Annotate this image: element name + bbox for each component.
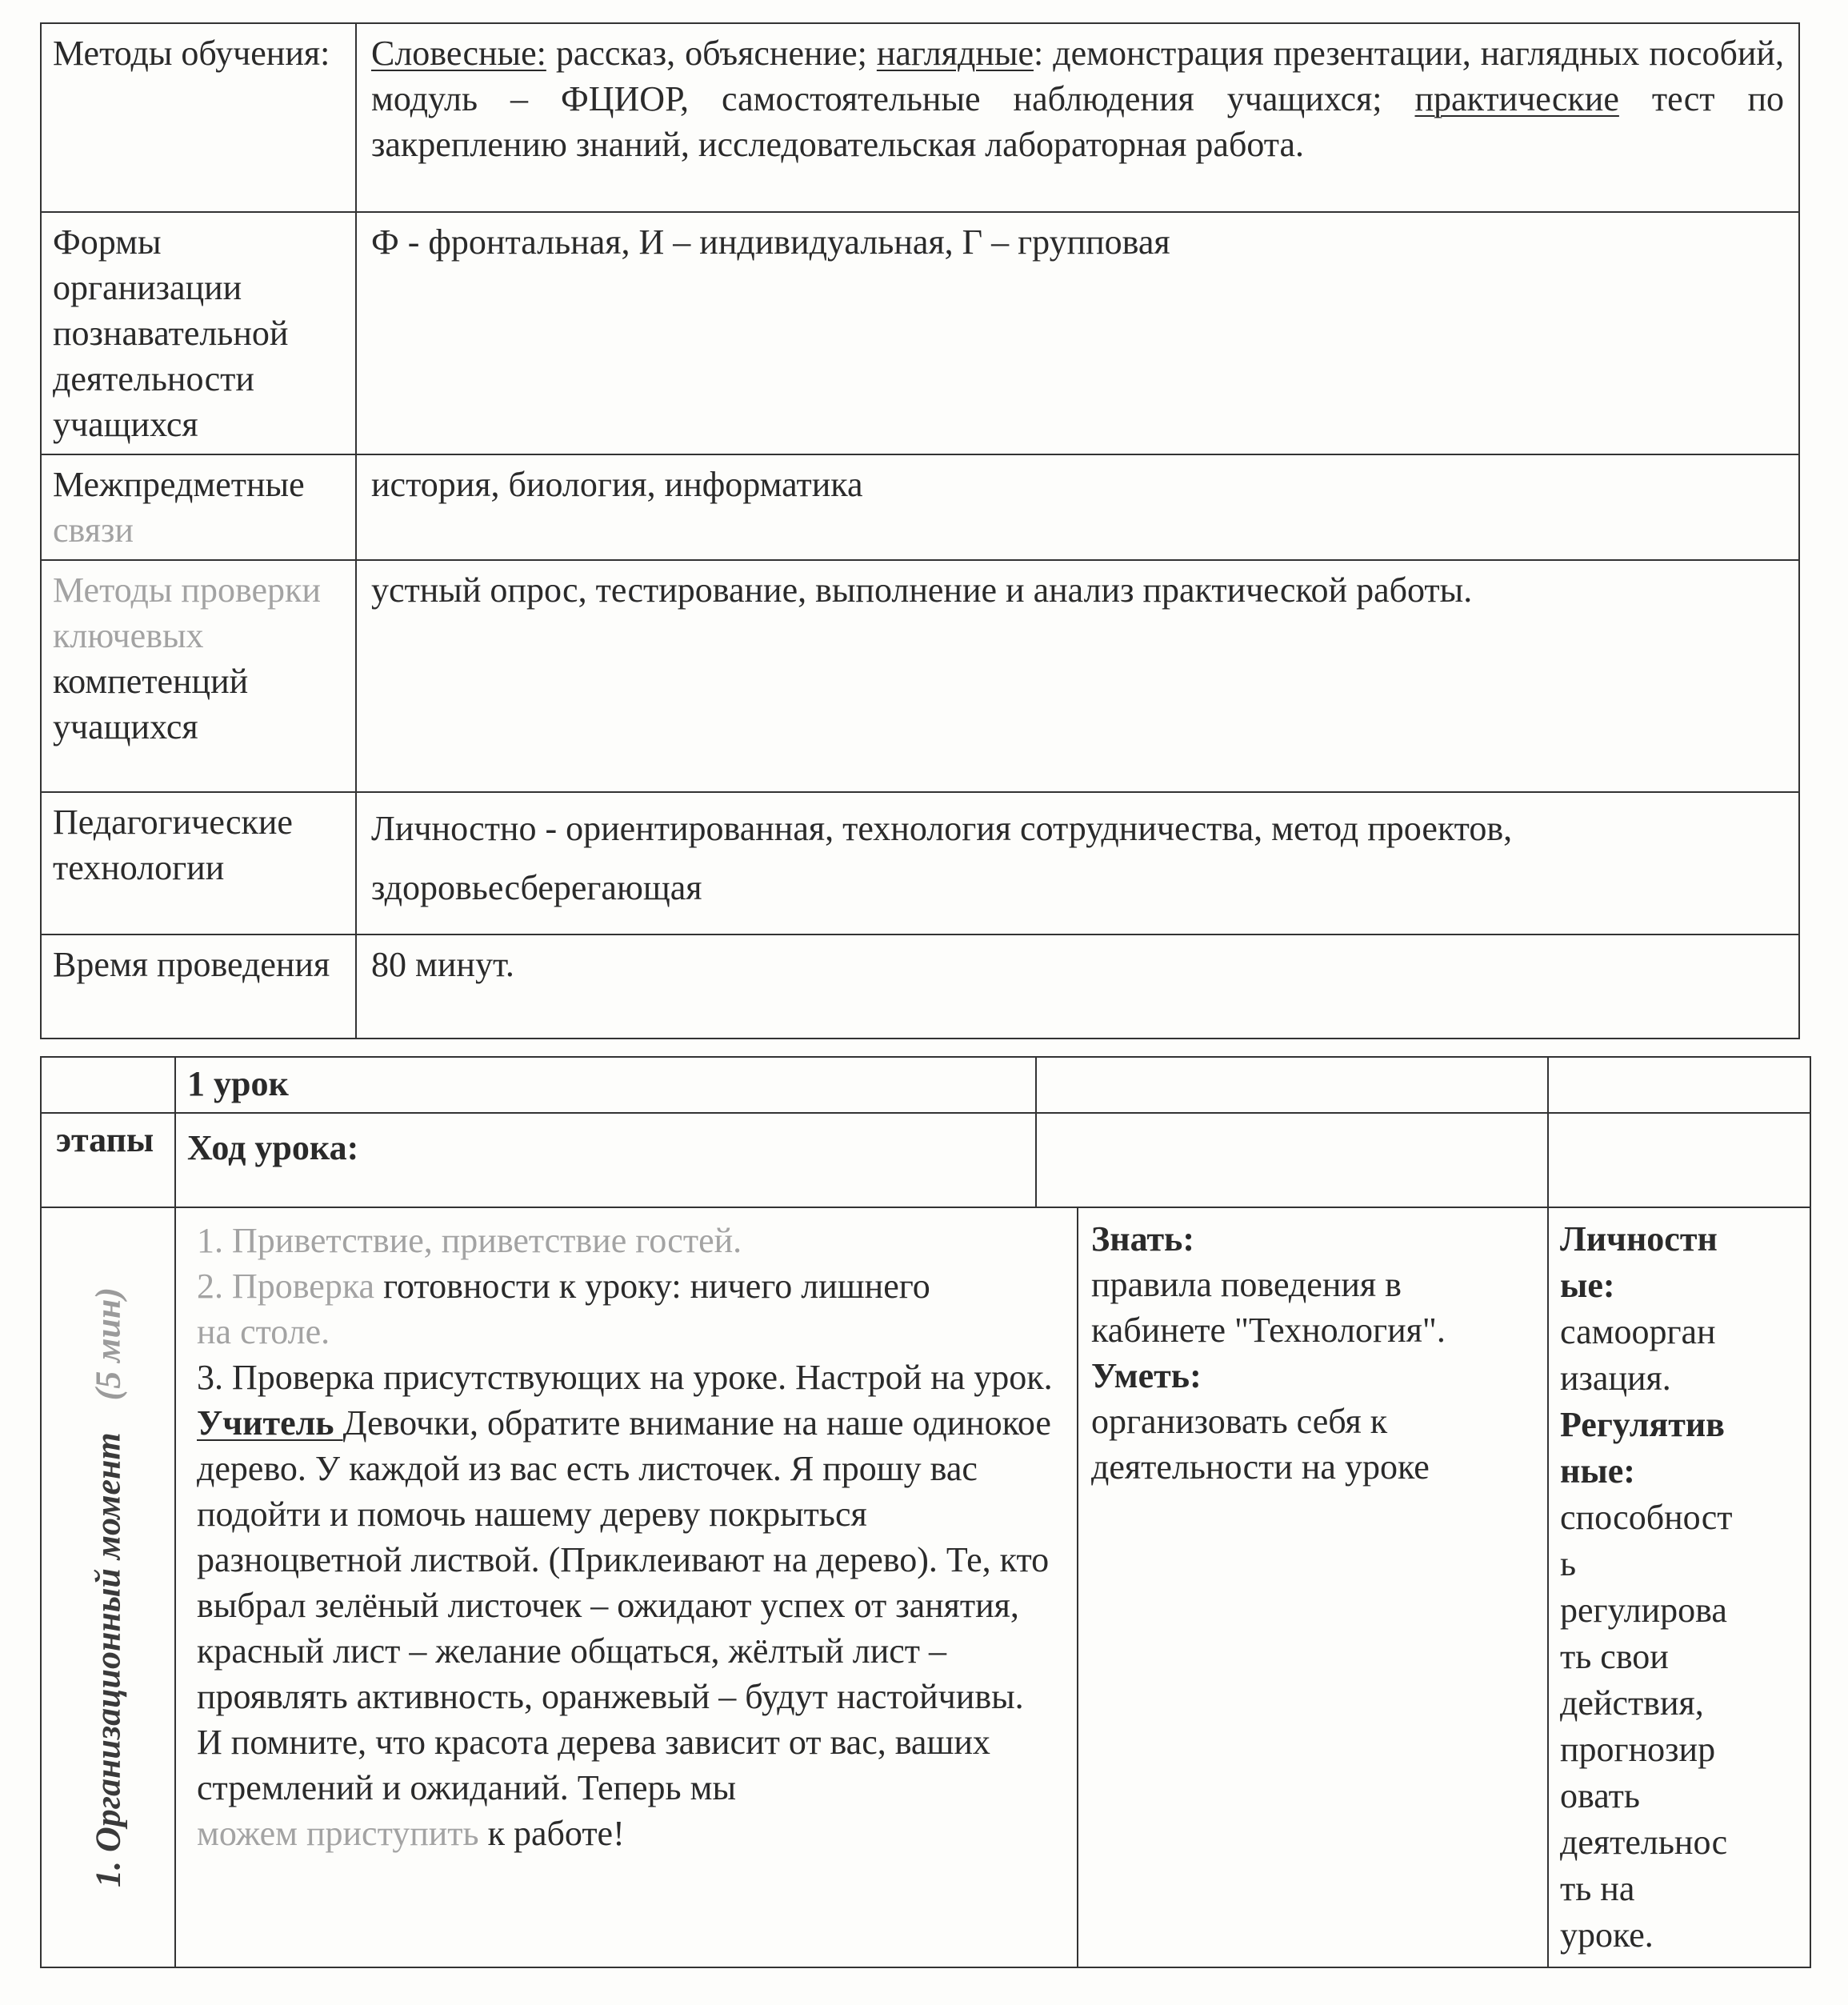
empty-cell	[1548, 1057, 1810, 1113]
course-header	[175, 1113, 1036, 1207]
empty-cell	[1036, 1057, 1548, 1113]
table-row	[41, 454, 1799, 560]
row-label	[41, 212, 356, 454]
teacher-text: Девочки, обратите внимание на наше одинокое дерево. У каждой из вас есть листочек. Я прошу вас подойти и помочь нашему дереву покрыться разноцветной листвой. (Приклеивают на дерево). Те, кто выбрал зелёный листочек – ожидают успех от занятия, красный лист – желание общаться, жёлтый лист – проявлять активность, оранжевый – будут настойчивы. И помните, что красота дерева зависит от вас, ваших стремлений и ожиданий. Теперь мы	[197, 1403, 1051, 1807]
table-row	[41, 23, 1799, 212]
regulatory-label: ные:	[1560, 1451, 1635, 1491]
practical-label: практические	[1414, 79, 1619, 118]
regulatory-line: способност	[1560, 1498, 1733, 1537]
regulatory-line: прогнозир	[1560, 1730, 1716, 1769]
row-label	[41, 454, 356, 560]
verbal-label: Словесные:	[371, 34, 546, 73]
course-item: 1. Приветствие, приветствие гостей.	[197, 1221, 742, 1260]
course-item-faded: 2. Проверка	[197, 1267, 375, 1306]
lesson-info-table	[40, 22, 1800, 1039]
regulatory-line: регулирова	[1560, 1591, 1727, 1630]
lesson-plan-table	[40, 1056, 1811, 1968]
technologies-line: здоровьесберегающая	[371, 868, 702, 907]
lesson-title	[175, 1057, 1036, 1113]
course-item: 3. Проверка присутствующих на уроке. Настрой на урок.	[197, 1358, 1053, 1397]
assessment-text: устный опрос, тестирование, выполнение и анализ практической работы.	[371, 570, 1473, 610]
teacher-label: Учитель	[197, 1403, 343, 1443]
practical-text: тест по закреплению знаний, исследовательская лабораторная работа.	[371, 79, 1784, 164]
assessment-label: компетенций учащихся	[53, 662, 249, 746]
row-label	[41, 792, 356, 934]
table-row	[41, 1113, 1810, 1207]
stages-header	[41, 1113, 175, 1207]
empty-cell	[1548, 1113, 1810, 1207]
methods-label: Методы обучения:	[53, 34, 330, 73]
interdisciplinary-value	[356, 454, 1799, 560]
duration-text: 80 минут.	[371, 945, 514, 984]
table-row	[41, 1207, 1810, 1967]
regulatory-line: ь	[1560, 1544, 1577, 1583]
table-row	[41, 560, 1799, 792]
stage-time: (5 мин)	[88, 1287, 128, 1401]
teacher-paragraph-end	[197, 1811, 1058, 1856]
regulatory-line: овать	[1560, 1776, 1640, 1815]
assessment-label-faded: Методы проверки ключевых	[53, 570, 321, 655]
assessment-value	[356, 560, 1799, 792]
know-text: правила поведения в кабинете "Технология".	[1091, 1265, 1446, 1350]
stages-header-text: этапы	[56, 1120, 154, 1159]
methods-value	[356, 23, 1799, 212]
course-item	[197, 1263, 1058, 1309]
can-label: Уметь:	[1091, 1356, 1202, 1395]
forms-label: Формы организации познавательной деятельности учащихся	[53, 222, 289, 444]
technologies-line: Личностно - ориентированная, технология сотрудничества, метод проектов,	[371, 809, 1513, 848]
interdisciplinary-label: Межпредметные	[53, 465, 305, 504]
course-content	[175, 1207, 1078, 1967]
teacher-end-faded: можем приступить	[197, 1814, 479, 1853]
forms-text: Ф - фронтальная, И – индивидуальная, Г – групповая	[371, 222, 1170, 262]
personal-label: ые:	[1560, 1266, 1615, 1305]
stage-cell	[41, 1207, 175, 1967]
technologies-label: Педагогические технологии	[53, 802, 293, 887]
regulatory-line: ть на	[1560, 1869, 1635, 1908]
regulatory-label: Регулятив	[1560, 1405, 1725, 1444]
verbal-text: рассказ, объяснение;	[546, 34, 877, 73]
row-label	[41, 560, 356, 792]
personal-label: Личностн	[1560, 1219, 1718, 1259]
teacher-paragraph	[197, 1400, 1058, 1811]
visual-label: наглядные	[876, 34, 1034, 73]
stage-name: 1. Организационный момент	[88, 1432, 128, 1888]
table-row	[41, 1057, 1810, 1113]
course-item: на столе.	[197, 1312, 330, 1351]
duration-value	[356, 934, 1799, 1039]
table-row	[41, 212, 1799, 454]
visual-text: : демонстрация презентации, наглядных пособий, модуль – ФЦИОР, самостоятельные наблюдения учащихся;	[371, 34, 1784, 118]
teacher-end: к работе!	[478, 1814, 625, 1853]
forms-value	[356, 212, 1799, 454]
table-row	[41, 934, 1799, 1039]
technologies-value	[356, 792, 1799, 934]
table-row	[41, 792, 1799, 934]
regulatory-line: деятельнос	[1560, 1823, 1728, 1862]
course-item-text: готовности к уроку: ничего лишнего	[374, 1267, 930, 1306]
lesson-title-text: 1 урок	[187, 1064, 289, 1103]
duration-label: Время проведения	[53, 945, 330, 984]
personal-line: самоорган	[1560, 1312, 1716, 1351]
can-text: организовать себя к деятельности на уроке	[1091, 1402, 1430, 1487]
outcomes-cell	[1078, 1207, 1548, 1967]
stage-label	[86, 1287, 131, 1887]
row-label	[41, 934, 356, 1039]
row-label	[41, 23, 356, 212]
know-label: Знать:	[1091, 1219, 1194, 1259]
regulatory-line: ть свои	[1560, 1637, 1669, 1676]
uud-cell	[1548, 1207, 1810, 1967]
personal-line: изация.	[1560, 1359, 1671, 1398]
interdisciplinary-label-faded: связи	[53, 510, 134, 550]
empty-cell	[1036, 1113, 1548, 1207]
interdisciplinary-text: история, биология, информатика	[371, 465, 863, 504]
uud-lines	[1560, 1216, 1798, 1959]
regulatory-line: уроке.	[1560, 1915, 1654, 1955]
empty-cell	[41, 1057, 175, 1113]
course-header-text: Ход урока:	[187, 1128, 359, 1167]
regulatory-line: действия,	[1560, 1683, 1704, 1723]
